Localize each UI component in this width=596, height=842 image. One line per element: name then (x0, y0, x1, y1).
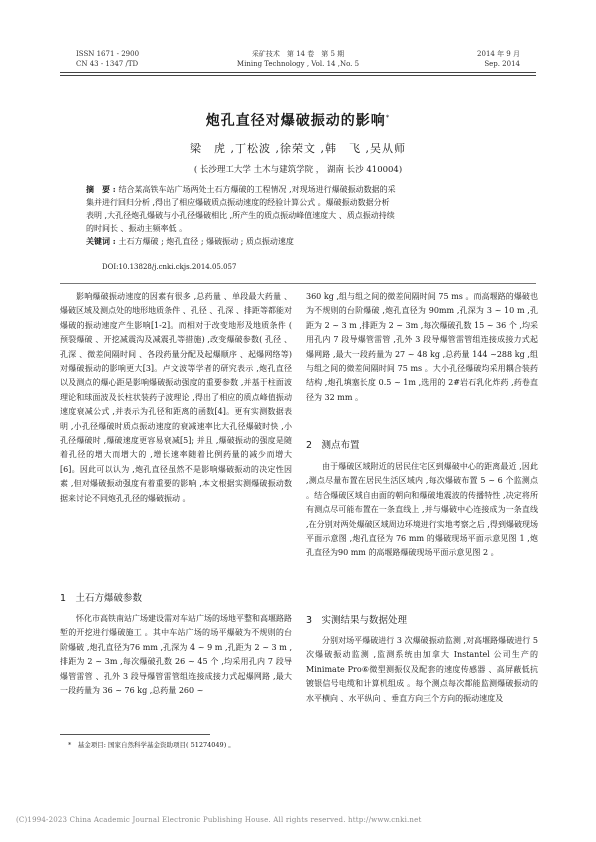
issue-date-en: Sep. 2014 (484, 60, 520, 68)
section-2-heading: 2 测点布置 (306, 440, 360, 451)
section-3-paragraph: 分别对场平爆破进行 3 次爆破振动监测 ,对高堰路爆破进行 5 次爆破振动监测 ,监测系统由加拿大 Instantel 公司生产的 Minimate Pro⑥微型测振仪及配套的速度传感器 、高屏蔽低抗镀银信号电缆和计算机组成 。每个测点每次都能监测爆破振动的水平横向 、水平纵向 、垂直方向三个方向的振动速度及 (306, 636, 539, 703)
author-list: 梁 虎 ,丁松波 ,徐荣文 ,韩 飞 ,吴从师 (190, 142, 406, 155)
header-rule-bottom (60, 75, 536, 76)
footnote-rule (60, 734, 210, 735)
header-rule-top (60, 72, 536, 73)
abstract-line: 表明 ,大孔径炮孔爆破与小孔径爆破相比 ,所产生的质点振动峰值速度大 、质点振动持续 (86, 211, 395, 220)
article-title-text: 炮孔直径对爆破振动的影响 (205, 113, 386, 129)
section-1-paragraph: 怀化市高铁南站广场建设需对车站广场的场地平整和高堰路路堑的开挖进行爆破施工 。其中车站广场的场平爆破为不规则的台阶爆破 ,炮孔直径为76 mm ,孔深为 4 ~ 9 m ,孔距为 2 ~ 3 m ,排距为 2 ~ 3m ,每次爆破孔数 26 ~ 45 个 ,均采用孔内 7 段导爆管雷管 、孔外 3 段导爆管雷管组连接成接力式起爆网路 ,最大一段药量为 36 ~ 76 kg ,总药量 260 ~ (60, 614, 293, 696)
abstract-line: 摘 要 : 结合某高铁车站广场两处土石方爆破的工程情况 ,对现场进行爆破振动数据的采 (86, 184, 396, 194)
abstract-label: 摘 要 : (86, 184, 119, 194)
abstract (86, 183, 526, 248)
journal-name-en: Mining Technology , Vol. 14 ,No. 5 (236, 60, 360, 68)
section-1-body (60, 612, 292, 698)
continuation-paragraph: 360 kg ,组与组之间的微差间隔时间 75 ms 。而高堰路的爆破也为不规则的台阶爆破 ,炮孔直径为 90mm ,孔深为 3 ~ 10 m ,孔距为 2 ~ 3 m ,排距为 2 ~ 3m ,每次爆破孔数 15 ~ 36 个 ,均采用孔内 7 段导爆管雷管 ,孔外 3 段导爆管雷管组连接成接力式起爆网路 ,最大一段药量为 27 ~ 48 kg ,总药量 144 ~288 kg ,组与组之间的微差间隔时间 75 ms 。大小孔径爆破均采用耦合装药结构 ,炮孔填塞长度 0.5 ~ 1m ,选用的 2#岩石乳化炸药 ,药卷直径为 32 mm 。 (306, 292, 539, 402)
copyright-watermark: (C)1994-2023 China Academic Journal Electronic Publishing House. All rights reserved. http://www.cnki.net (16, 816, 422, 824)
intro-paragraph: 影响爆破振动速度的因素有很多 ,总药量 、单段最大药量 、爆破区域及测点处的地形地质条件 、孔径 、孔深 、排距等都能对爆破的振动速度产生影响[1-2]。而相对于改变地形及地质条件 ( 预裂爆破 、开挖减震沟及减震孔等措施) ,改变爆破参数( 孔径 、孔深 、微差间隔时间 、各段药量分配及起爆顺序 、起爆网络等) 对爆破振动的影响更大[3]。卢文波等学者的研究表示 ,炮孔直径以及测点的爆心距是影响爆破振动强度的重要参数 ,并基于柱面波理论和球面波及长柱状装药子波理论 ,得出了相应的质点峰值振动速度衰减公式 ,并表示为孔径和距离的函数[4]。更有实测数据表明 ,小孔径爆破时质点振动速度的衰减速率比大孔径爆破时快 ,小孔径爆破时 ,爆破速度更容易衰减[5]; 并且 ,爆破振动的强度是随着孔径的增大而增大的 ,增长速率随着比例药量的减少而增大[6]。因此可以认为 ,炮孔直径虽然不是影响爆破振动的决定性因素 ,但对爆破振动强度有着重要的影响 ,本文根据实测爆破振动数据来讨论不同炮孔孔径的爆破振动 。 (60, 292, 293, 503)
article-title (0, 110, 596, 130)
right-column-continuation (306, 290, 538, 405)
doi: DOI:10.13828/j.cnki.ckjs.2014.05.057 (102, 263, 237, 271)
abstract-divider (60, 283, 536, 284)
journal-name-cn: 采矿技术 第 14 卷 第 5 期 (251, 50, 345, 58)
keywords-text: 土石方爆破 ; 炮孔直径 ; 爆破振动 ; 质点振动速度 (118, 237, 294, 246)
footnote-funding: * 基金项目: 国家自然科学基金资助项目( 51274049) 。 (68, 741, 235, 749)
abstract-line: 集并进行回归分析 ,得出了相应爆破质点振动速度的经验计算公式 。爆破振动数据分析 (86, 198, 390, 207)
abstract-line: 的时间长 、振动主频率低 。 (86, 224, 188, 233)
title-footnote-mark: * (385, 113, 391, 122)
issue-date-cn: 2014 年 9 月 (477, 50, 520, 58)
affiliation: ( 长沙理工大学 土木与建筑学院 ， 湖南 长沙 410004) (193, 165, 403, 175)
cn-number: CN 43 - 1347 /TD (76, 60, 139, 68)
keywords (86, 235, 526, 248)
issn-number: ISSN 1671 - 2900 (76, 50, 140, 58)
keywords-label: 关键词 : (86, 236, 119, 246)
left-column (60, 290, 292, 506)
section-2-body (306, 460, 538, 561)
section-2-paragraph: 由于爆破区域附近的居民住宅区到爆破中心的距离最近 ,因此 ,测点尽量布置在居民生活区域内 ,每次爆破布置 5 ~ 6 个监测点 。结合爆破区域自由面的朝向和爆破地震波的传播特性 ,决定将所有测点尽可能布置在一条直线上 ,并与爆破中心连接成为一条直线 ,在分别对两处爆破区域周边环境进行实地考察之后 ,得到爆破现场平面示意图 ,炮孔直径为 76 mm 的爆破现场平面示意见图 1 ,炮孔直径为90 mm 的高堰路爆破现场平面示意见图 2 。 (306, 462, 538, 558)
section-1-heading: 1 土石方爆破参数 (60, 593, 143, 604)
section-3-body (306, 634, 538, 706)
section-3-heading: 3 实测结果与数据处理 (306, 615, 408, 626)
